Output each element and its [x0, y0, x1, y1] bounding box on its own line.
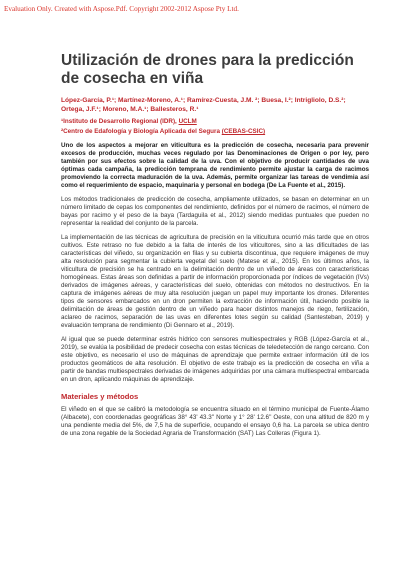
affiliation-1 [61, 118, 369, 126]
affiliation-2-text: ²Centro de Edafología y Biología Aplicada del Segura [61, 128, 222, 136]
affiliation-2-institution: (CEBAS-CSIC) [221, 128, 266, 136]
evaluation-watermark: Evaluation Only. Created with Aspose.Pdf. Copyright 2002-2012 Aspose Pty Ltd. [4, 5, 239, 13]
author-list: López-García, P.¹; Martínez-Moreno, A.¹; Ramírez-Cuesta, J.M. ²; Buesa, I.²; Intrigliolo, D.S.²; Ortega, J.F.¹; Moreno, M.A.¹; Ballesteros, R.¹ [61, 97, 346, 113]
paper-page [61, 52, 369, 438]
section-paragraph: El viñedo en el que se calibró la metodología se encuentra situado en el término municipal de Fuente-Álamo (Albacete), con coordenadas geográficas 38° 43' 43.3'' Norte y 1° 28' 12.6'' Oeste, con una altitud de 820 m y una pendiente media del 5%, de 7,5 ha de superficie, ocupando el ensayo 0,6 ha. La parcela se ubica dentro de una zona regable de la Sociedad Agraria de Transformación (SAT) Las Colleras (Figura 1). [61, 406, 369, 438]
paper-title: Utilización de drones para la predicción de cosecha en viña [61, 52, 354, 87]
abstract: Uno de los aspectos a mejorar en viticultura es la predicción de cosecha, necesaria para prevenir excesos de producción, muchas veces regulado por las Denominaciones de Origen o por ley, pero también por sus efectos sobre la calidad de la uva. Con el objetivo de producir cantidades de uva óptimas cada campaña, la predicción temprana de rendimiento permite ajustar la carga de racimos promoviendo la correcta maduración de la uva. Además, permite organizar las tareas de vendimia así como el requerimiento de espacio, maquinaria y personal en bodega (De La Fuente et al., 2015). [61, 142, 369, 190]
affiliation-1-text: ¹Instituto de Desarrollo Regional (IDR), [61, 118, 179, 126]
body-paragraph: La implementación de las técnicas de agricultura de precisión en la viticultura ocurrió más tarde que en otros cultivos. Este retraso no fue debido a la falta de interés de los viticultores, sino a las dificultades de las características del viñedo, su organización en filas y su cubierta discontinua, que requiere imágenes de muy alta resolución para segmentar la cubierta vegetal del suelo (Matese et al., 2015). En los últimos años, la viticultura de precisión se ha centrado en la delimitación dentro de un viñedo de áreas con características homogéneas. Estas áreas son definidas a partir de información proporcionada por índices de vegetación (IVs) derivados de imágenes aéreas, y características del suelo, obtenidas con métodos no destructivos. En la captura de imágenes aéreas de muy alta resolución juegan un papel muy importante los drones. Diferentes tipos de sensores embarcados en un dron permiten la extracción de información útil, haciendo posible la delimitación de áreas de gestión dentro de un viñedo para hacer distintos manejos de riego, fertilización, aclareo de racimos, separación de las uvas en diferentes lotes según su calidad (Santesteban, 2019) y evaluación temprana de rendimiento (Di Gennaro et al., 2019). [61, 234, 369, 330]
affiliation-1-institution: UCLM [178, 118, 197, 126]
body-paragraph: Los métodos tradicionales de predicción de cosecha, ampliamente utilizados, se basan en determinar en un número limitado de cepas los componentes del rendimiento, definidos por el número de racimos, el número de bayas por racimo y el peso de la baya (Tardaguila et al., 2012) siendo medidas puntuales que pueden no representar la realidad del conjunto de la parcela. [61, 196, 369, 228]
section-heading: Materiales y métodos [61, 392, 139, 402]
body-paragraph: Al igual que se puede determinar estrés hídrico con sensores multiespectrales y RGB (López-García et al., 2019), se evalúa la posibilidad de predecir cosecha con estas técnicas de teledetección de rango cercano. Con este objetivo, es necesario el uso de máquinas de aprendizaje que permite extraer información útil de los productos geomáticos de alta resolución. El objetivo de este trabajo es la predicción de cosecha en viña a partir de bandas multiespectrales derivadas de imágenes adquiridas por una cámara multiespectral embarcada en un dron, aplicando máquinas de aprendizaje. [61, 336, 369, 384]
affiliation-2 [61, 128, 369, 136]
